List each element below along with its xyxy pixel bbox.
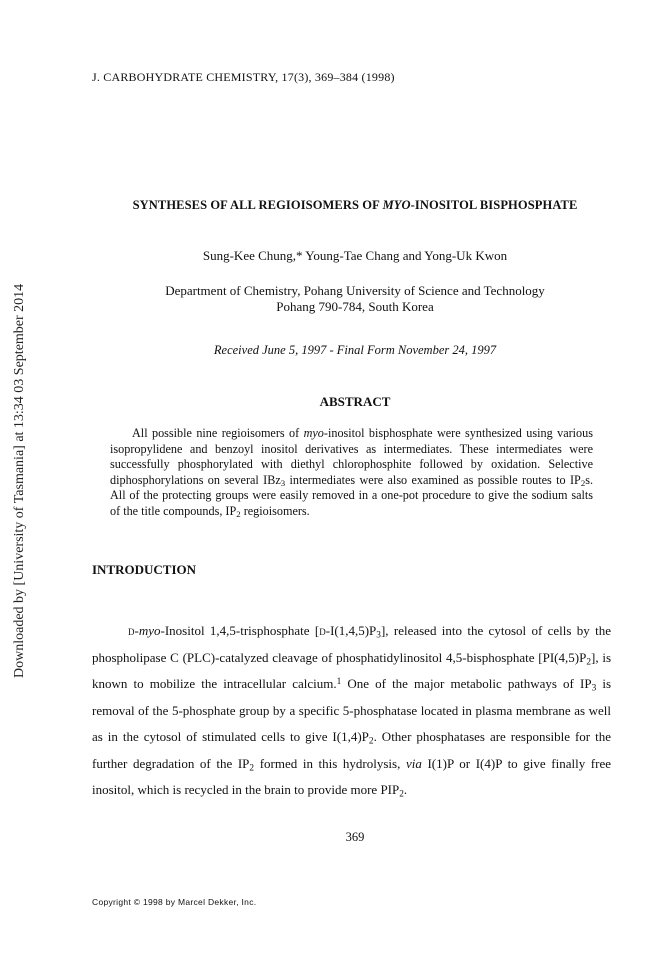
copyright-notice: Copyright © 1998 by Marcel Dekker, Inc. [92,897,257,907]
paper-title: SYNTHESES OF ALL REGIOISOMERS OF MYO-INOSITOL BISPHOSPHATE [132,198,578,212]
journal-header: J. CARBOHYDRATE CHEMISTRY, 17(3), 369–384 (1998) [92,70,395,84]
author-list: Sung-Kee Chung,* Young-Tae Chang and Yong-Uk Kwon [202,248,508,263]
affiliation-line: Pohang 790-784, South Korea [276,299,434,314]
abstract-text: All possible nine regioisomers of myo-inositol bisphosphate were synthesized using various isopropylidene and benzoyl inositol derivatives as intermediates. These intermediates were successfully phosphorylated with diethyl chlorophosphite followed by oxidation. Selective diphosphorylations on several IBz$_3$ intermediates were also examined as possible routes to $IP_2s$. All of the protecting groups were easily removed in a one-pot procedure to give the sodium salts of the title compounds, $IP_2$ regioisomers. [110,426,593,519]
affiliation [60,283,650,315]
affiliation-line: Department of Chemistry, Pohang University of Science and Technology [165,283,545,298]
introduction-text: d-myo-Inositol 1,4,5-trisphosphate $[d-I(1,4,5)P_3]$, released into the cytosol of cells by the phospholipase C (PLC)-catalyzed cleavage of phosphatidylinositol 4,5-bisphosphate $[PI(4,5)P_2]$, is known to mobilize the intracellular calcium.$^1$ One of the major metabolic pathways of $IP_3$ is removal of the 5-phosphate group by a specific 5-phosphatase located in plasma membrane as well as in the cytosol of stimulated cells to give $I(1,4)P_2$. Other phosphatases are responsible for the further degradation of the $IP_2$ formed in this hydrolysis, via I(1)P or I(4)P to give finally free inositol, which is recycled in the brain to provide more $PIP_2$. [92,623,612,800]
abstract-heading: ABSTRACT [319,394,391,409]
introduction-heading: INTRODUCTION [92,562,197,577]
page-number: 369 [345,830,365,844]
received-dates: Received June 5, 1997 - Final Form November 24, 1997 [213,343,497,357]
footnote-ref: 1 [336,676,342,687]
